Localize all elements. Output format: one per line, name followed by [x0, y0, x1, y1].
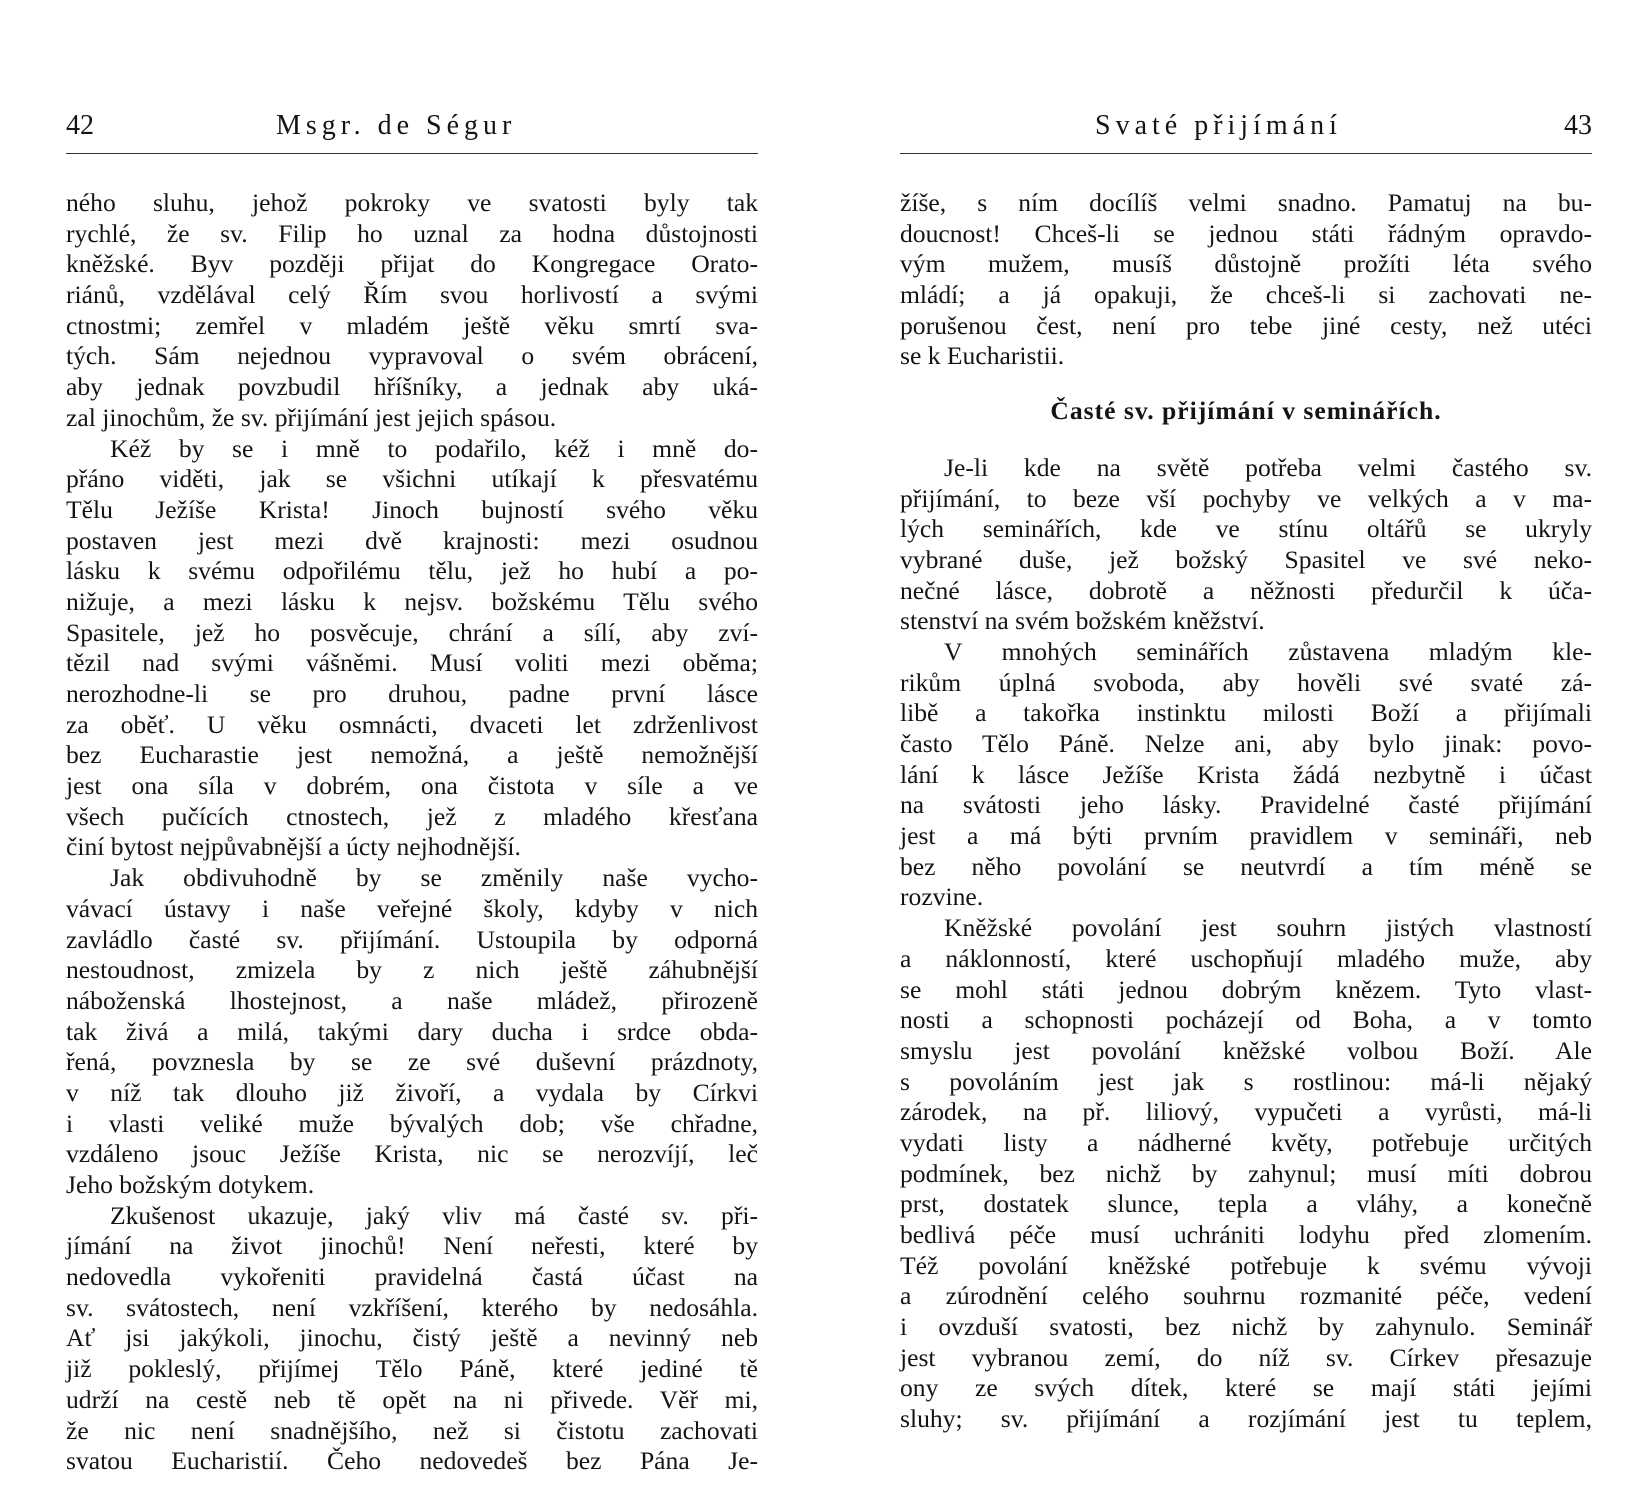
text-line: již pokleslý, přijímej Tělo Páně, které jediné tě [66, 1354, 758, 1384]
text-line: Spasitele, jež ho posvěcuje, chrání a sílí, aby zví- [66, 617, 758, 647]
paragraph-first-line: Zkušenost ukazuje, jaký vliv má časté sv. při- [110, 1200, 758, 1230]
text-line: nosti a schopnosti pocházejí od Boha, a v tomto [900, 1005, 1592, 1035]
text-line: Jeho božským dotykem. [66, 1170, 315, 1199]
text-line: podmínek, bez nichž by zahynul; musí míti dobrou [900, 1158, 1592, 1188]
text-line: tých. Sám nejednou vypravoval o svém obrácení, [66, 341, 758, 371]
text-line: aby jednak povzbudil hříšníky, a jednak aby uká- [66, 372, 758, 402]
text-line: smyslu jest povolání kněžské volbou Boží. Ale [900, 1035, 1592, 1065]
text-line: tak živá a milá, takými dary ducha i srdce obda- [66, 1016, 758, 1046]
text-line: vým mužem, musíš důstojně prožíti léta svého [900, 249, 1592, 279]
text-line: řená, povznesla by se ze své duševní prázdnoty, [66, 1047, 758, 1077]
text-line: libě a takořka instinktu milosti Boží a přijímali [900, 698, 1592, 728]
text-line: doucnost! Chceš-li se jednou státi řádným opravdo- [900, 218, 1592, 248]
paragraph-first-line: V mnohých seminářích zůstavena mladým kle- [944, 636, 1592, 666]
text-line: bez Eucharastie jest nemožná, a ještě nemožnější [66, 740, 758, 770]
text-line: se k Eucharistii. [900, 341, 1065, 371]
text-line: ony ze svých dítek, které se mají státi jejími [900, 1373, 1592, 1403]
header-rule [66, 153, 758, 154]
section-heading: Časté sv. přijímání v seminářích. [1050, 396, 1442, 426]
text-line: zal jinochům, že sv. přijímání jest jejich spásou. [66, 402, 557, 432]
text-line: rikům úplná svoboda, aby hověli své svaté zá- [900, 667, 1592, 697]
text-line: nerozhodne-li se pro druhou, padne první lásce [66, 679, 758, 708]
text-line: bedlivá péče musí uchrániti lodyhu před zlomením. [900, 1220, 1592, 1249]
paragraph-first-line: Je-li kde na světě potřeba velmi častého sv. [944, 452, 1592, 482]
text-line: tězil nad svými vášněmi. Musí voliti mezi oběma; [66, 648, 758, 678]
text-line: lásku k svému odpořilému tělu, jež ho hubí a po- [66, 556, 758, 586]
text-line: že nic není snadnějšího, než si čistotu zachovati [66, 1415, 758, 1445]
paragraph-first-line: Jak obdivuhodně by se změnily naše vycho- [110, 863, 758, 893]
text-line: postaven jest mezi dvě krajnosti: mezi osudnou [66, 525, 758, 555]
text-line: kněžské. Byv později přijat do Kongregace Orato- [66, 249, 758, 279]
paragraph-first-line: Kéž by se i mně to podařilo, kéž i mně do- [110, 433, 758, 463]
text-line: i ovzduší svatosti, bez nichž by zahynulo. Seminář [900, 1312, 1592, 1342]
text-line: bez něho povolání se neutvrdí a tím méně se [900, 851, 1592, 881]
text-line: vzdáleno jsouc Ježíše Krista, nic se nerozvíjí, leč [66, 1139, 758, 1169]
text-line: rozvine. [900, 882, 984, 912]
header-rule [900, 153, 1592, 154]
text-line: často Tělo Páně. Nelze ani, aby bylo jinak: povo- [900, 729, 1592, 758]
text-line: přáno viděti, jak se všichni utíkají k přesvatému [66, 464, 758, 494]
page-number: 42 [66, 110, 94, 141]
text-line: mládí; a já opakuji, že chceš-li si zachovati ne- [900, 280, 1592, 310]
text-line: Ať jsi jakýkoli, jinochu, čistý ještě a nevinný neb [66, 1323, 758, 1353]
text-line: sluhy; sv. přijímání a rozjímání jest tu teplem, [900, 1404, 1592, 1434]
text-line: i vlasti veliké muže bývalých dob; vše chřadne, [66, 1108, 758, 1138]
text-line: jest vybranou zemí, do níž sv. Církev přesazuje [900, 1342, 1592, 1372]
text-line: ctnostmi; zemřel v mladém ještě věku smrtí sva- [66, 310, 758, 340]
text-line: s povoláním jest jak s rostlinou: má-li nějaký [900, 1066, 1592, 1096]
text-line: nedovedla vykořeniti pravidelná častá účast na [66, 1262, 758, 1292]
text-line: porušenou čest, není pro tebe jiné cesty, než utéci [900, 310, 1592, 340]
text-line: náboženská lhostejnost, a naše mládež, přirozeně [66, 985, 758, 1015]
text-line: jímání na život jinochů! Není neřesti, které by [66, 1231, 758, 1261]
text-line: jest ona síla v dobrém, ona čistota v síle a ve [66, 771, 758, 801]
body-text [66, 188, 758, 1477]
text-line: žíše, s ním docílíš velmi snadno. Pamatuj na bu- [900, 188, 1592, 217]
running-head [66, 110, 758, 142]
text-line: lání k lásce Ježíše Krista žádá nezbytně i účast [900, 759, 1592, 789]
text-line: přijímání, to beze vší pochyby ve velkých a v ma- [900, 483, 1592, 513]
text-line: prst, dostatek slunce, tepla a vláhy, a konečně [900, 1189, 1592, 1219]
paragraph-first-line: Kněžské povolání jest souhrn jistých vlastností [944, 913, 1592, 943]
text-line: riánů, vzdělával celý Řím svou horlivostí a svými [66, 280, 758, 310]
page-number: 43 [1564, 110, 1592, 141]
text-line: a náklonností, které uschopňují mladého muže, aby [900, 943, 1592, 973]
text-line: všech pučících ctnostech, jež z mladého křesťana [66, 801, 758, 831]
text-line: vydati listy a nádherné květy, potřebuje určitých [900, 1127, 1592, 1157]
text-line: svatou Eucharistií. Čeho nedovedeš bez Pána Je- [66, 1446, 758, 1476]
text-line: v níž tak dlouho již živoří, a vydala by Církvi [66, 1077, 758, 1107]
running-title: Svaté přijímání [1095, 110, 1342, 141]
text-line: lých seminářích, kde ve stínu oltářů se ukryly [900, 514, 1592, 544]
text-line: nižuje, a mezi lásku k nejsv. božskému Tělu svého [66, 586, 758, 616]
text-line: sv. svátostech, není vzkříšení, kterého by nedosáhla. [66, 1292, 758, 1322]
text-line: nečné lásce, dobrotě a něžnosti předurčil k úča- [900, 575, 1592, 605]
text-line: rychlé, že sv. Filip ho uznal za hodna důstojnosti [66, 218, 758, 248]
running-title: Msgr. de Ségur [276, 110, 517, 141]
text-line: Tělu Ježíše Krista! Jinoch bujností svého věku [66, 494, 758, 524]
text-line: udrží na cestě neb tě opět na ni přivede. Věř mi, [66, 1384, 758, 1414]
text-line: vybrané duše, jež božský Spasitel ve své neko- [900, 544, 1592, 574]
running-head [900, 110, 1592, 142]
text-line: zavládlo časté sv. přijímání. Ustoupila by odporná [66, 924, 758, 954]
text-line: vávací ústavy i naše veřejné školy, kdyby v nich [66, 893, 758, 923]
text-line: jest a má býti prvním pravidlem v semináři, neb [900, 821, 1592, 851]
text-line: za oběť. U věku osmnácti, dvaceti let zdrženlivost [66, 709, 758, 739]
body-text [900, 188, 1592, 1435]
text-line: Též povolání kněžské potřebuje k svému vývoji [900, 1250, 1592, 1280]
text-line: činí bytost nejpůvabnější a úcty nejhodnější. [66, 832, 521, 862]
text-line: se mohl státi jednou dobrým knězem. Tyto vlast- [900, 974, 1592, 1004]
text-line: zárodek, na př. liliový, vypučeti a vyrůsti, má-li [900, 1097, 1592, 1127]
text-line: na svátosti jeho lásky. Pravidelné časté přijímání [900, 790, 1592, 820]
text-line: a zúrodnění celého souhrnu rozmanité péče, vedení [900, 1281, 1592, 1311]
text-line: nestoudnost, zmizela by z nich ještě záhubnější [66, 955, 758, 985]
text-line: ného sluhu, jehož pokroky ve svatosti byly tak [66, 188, 758, 217]
text-line: stenství na svém božském kněžství. [900, 606, 1265, 636]
